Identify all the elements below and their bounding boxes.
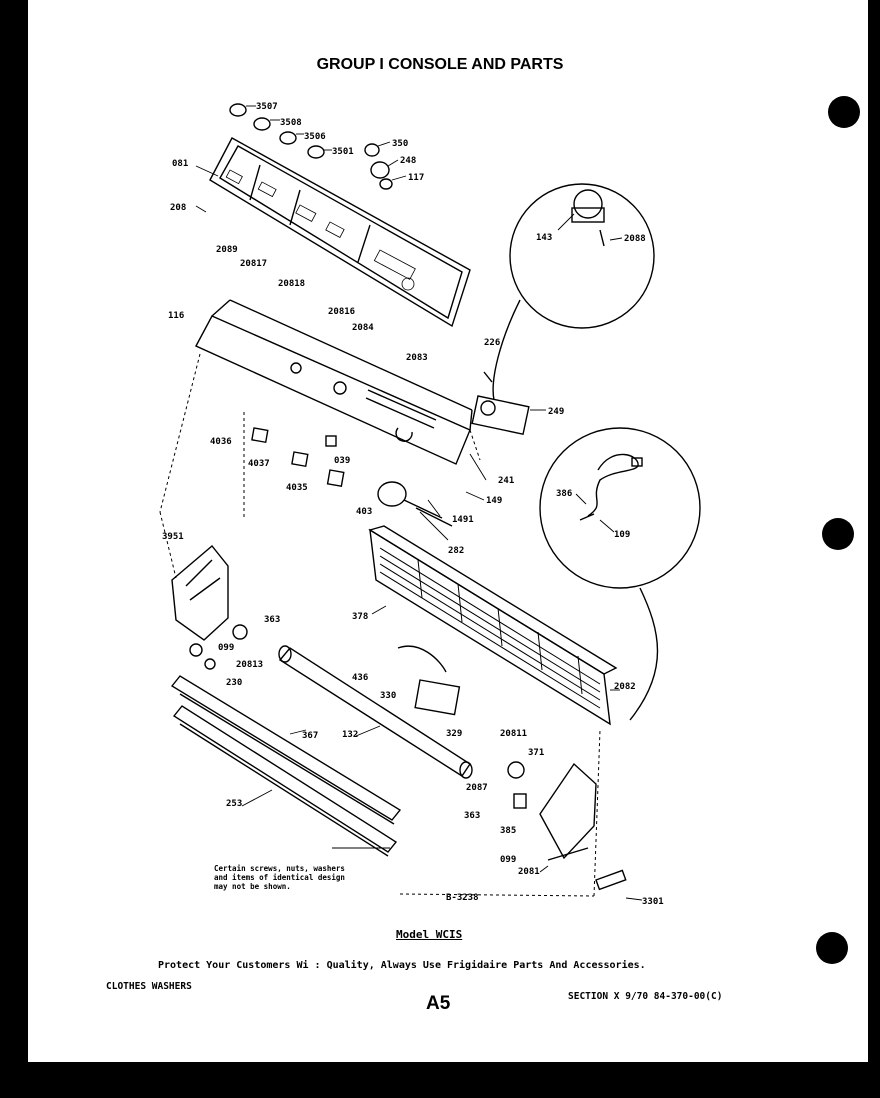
part-label-3508: 3508 [280, 118, 302, 128]
part-label-2083: 2083 [406, 353, 428, 363]
part-label-403: 403 [356, 507, 373, 517]
drawing-number: B-3238 [446, 893, 479, 903]
part-label-2088: 2088 [624, 234, 646, 244]
binder-hole-middle [822, 518, 854, 550]
part-label-2081: 2081 [518, 867, 540, 877]
back-plate [196, 300, 472, 464]
switches [252, 428, 452, 526]
console-panel [210, 138, 470, 326]
part-label-4035: 4035 [286, 483, 308, 493]
part-label-386: 386 [556, 489, 573, 499]
part-label-248: 248 [400, 156, 417, 166]
part-label-3506: 3506 [304, 132, 326, 142]
part-label-249: 249 [548, 407, 565, 417]
protect-line: Protect Your Customers Wi : Quality, Always Use Frigidaire Parts And Accessories. [158, 960, 646, 971]
binder-hole-top [828, 96, 860, 128]
part-label-20811: 20811 [500, 729, 528, 739]
ballast [398, 646, 459, 714]
cord-detail-bubble [540, 428, 700, 720]
binder-hole-bottom [816, 932, 848, 964]
part-label-4036: 4036 [210, 437, 232, 447]
part-label-330: 330 [380, 691, 397, 701]
part-label-149: 149 [486, 496, 503, 506]
part-label-226: 226 [484, 338, 501, 348]
leader-lines [196, 106, 642, 900]
part-label-282: 282 [448, 546, 465, 556]
part-label-132: 132 [342, 730, 359, 740]
part-label-1491: 1491 [452, 515, 474, 525]
part-label-385: 385 [500, 826, 517, 836]
category-footer: CLOTHES WASHERS [106, 981, 192, 992]
page-number: A5 [426, 993, 451, 1014]
part-label-367: 367 [302, 731, 319, 741]
part-label-208: 208 [170, 203, 187, 213]
timer-detail-bubble [472, 184, 654, 434]
part-label-363: 363 [264, 615, 281, 625]
front-grille [370, 526, 616, 724]
part-label-4037: 4037 [248, 459, 270, 469]
part-label-241: 241 [498, 476, 515, 486]
part-label-2082: 2082 [614, 682, 636, 692]
part-label-20817: 20817 [240, 259, 268, 269]
side-bracket [172, 546, 247, 669]
part-label-117: 117 [408, 173, 425, 183]
trim-strips [172, 676, 400, 856]
part-label-3501: 3501 [332, 147, 354, 157]
part-label-329: 329 [446, 729, 463, 739]
part-label-3951: 3951 [162, 532, 184, 542]
part-label-3301: 3301 [642, 897, 664, 907]
part-label-143: 143 [536, 233, 553, 243]
part-label-099: 099 [500, 855, 517, 865]
part-label-3507: 3507 [256, 102, 278, 112]
part-label-081: 081 [172, 159, 189, 169]
part-label-436: 436 [352, 673, 369, 683]
part-label-230: 230 [226, 678, 243, 688]
section-footer: SECTION X 9/70 84-370-00(C) [568, 991, 723, 1002]
part-label-371: 371 [528, 748, 545, 758]
diagram-note: Certain screws, nuts, washers and items of identical design may not be shown. [214, 864, 345, 891]
part-label-099: 099 [218, 643, 235, 653]
part-label-116: 116 [168, 311, 185, 321]
part-label-2087: 2087 [466, 783, 488, 793]
part-label-20813: 20813 [236, 660, 264, 670]
part-label-20818: 20818 [278, 279, 306, 289]
model-label: Model WCIS [396, 928, 463, 941]
knobs [230, 104, 392, 189]
part-label-039: 039 [334, 456, 351, 466]
part-label-363: 363 [464, 811, 481, 821]
part-label-2084: 2084 [352, 323, 374, 333]
part-label-20816: 20816 [328, 307, 356, 317]
part-label-2089: 2089 [216, 245, 238, 255]
part-label-350: 350 [392, 139, 409, 149]
page-title: GROUP I CONSOLE AND PARTS [316, 56, 564, 73]
part-label-253: 253 [226, 799, 243, 809]
part-label-109: 109 [614, 530, 631, 540]
part-label-378: 378 [352, 612, 369, 622]
